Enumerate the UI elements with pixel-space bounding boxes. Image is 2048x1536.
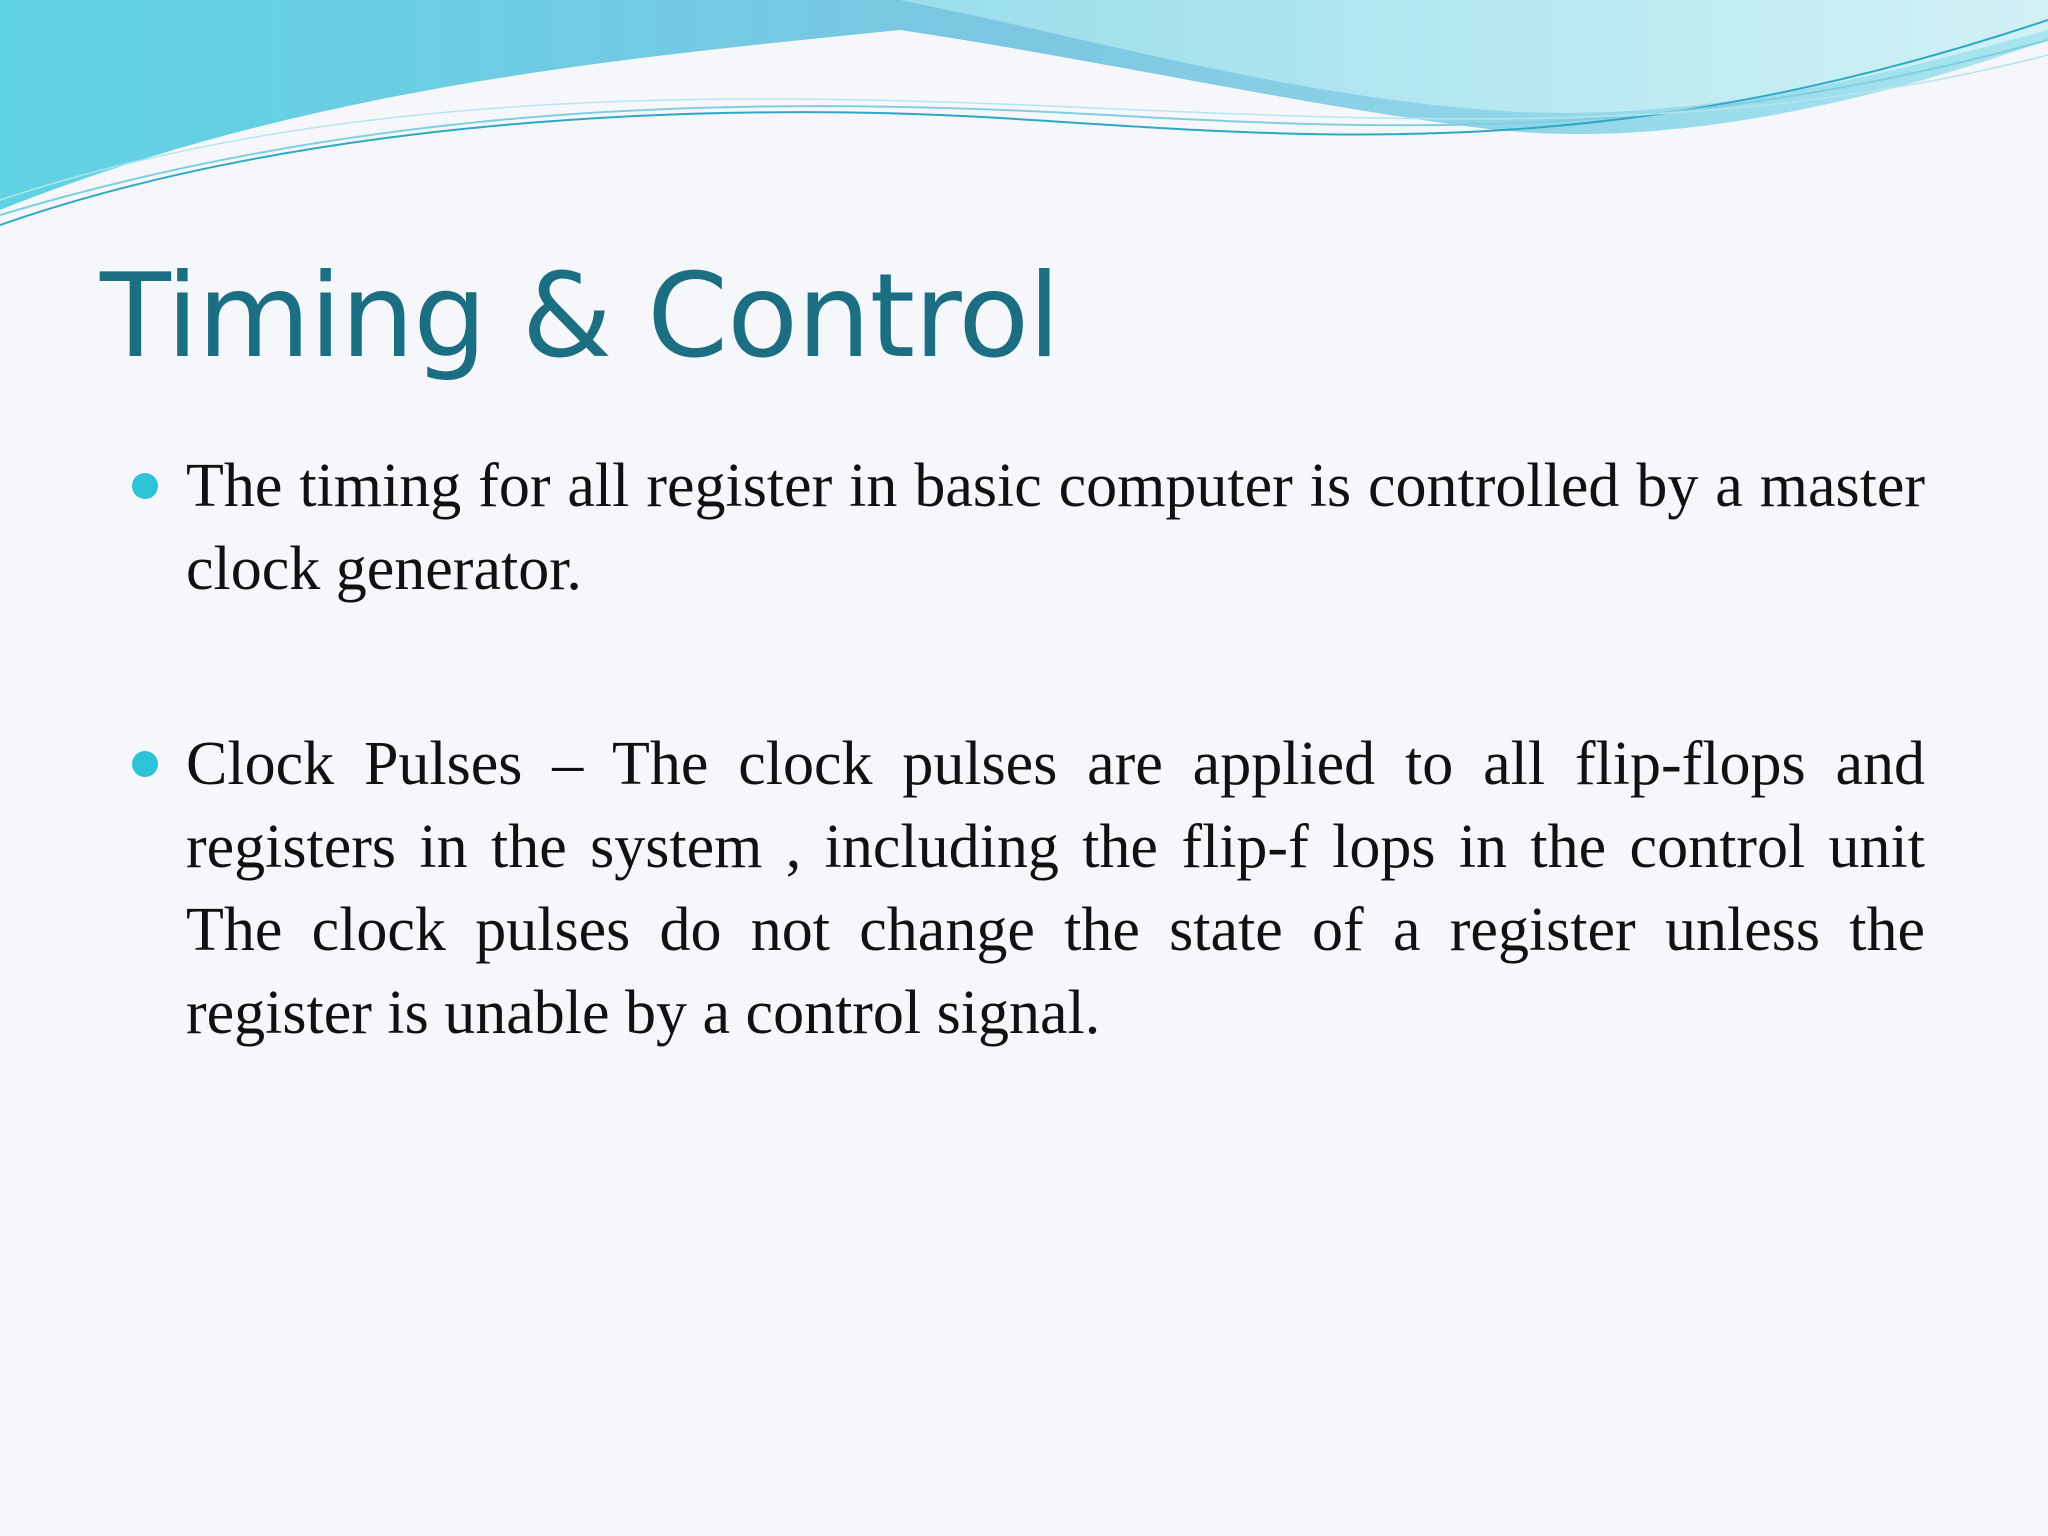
bullet-item bbox=[130, 445, 1925, 611]
bullet-dot-icon bbox=[132, 473, 158, 499]
bullet-list bbox=[130, 445, 1925, 1167]
slide-title: Timing & Control bbox=[100, 249, 1060, 384]
bullet-text: Clock Pulses – The clock pulses are applied to all flip-flops and registers in the system , including the flip-f lops in the control unit The clock pulses do not change the state of a register unless the register is unable by a control signal. bbox=[186, 730, 1925, 1047]
bullet-dot-icon bbox=[132, 751, 158, 777]
header-wave-decoration bbox=[0, 0, 2048, 240]
bullet-text: The timing for all register in basic computer is controlled by a master clock generator. bbox=[186, 452, 1925, 603]
bullet-item bbox=[130, 723, 1925, 1055]
